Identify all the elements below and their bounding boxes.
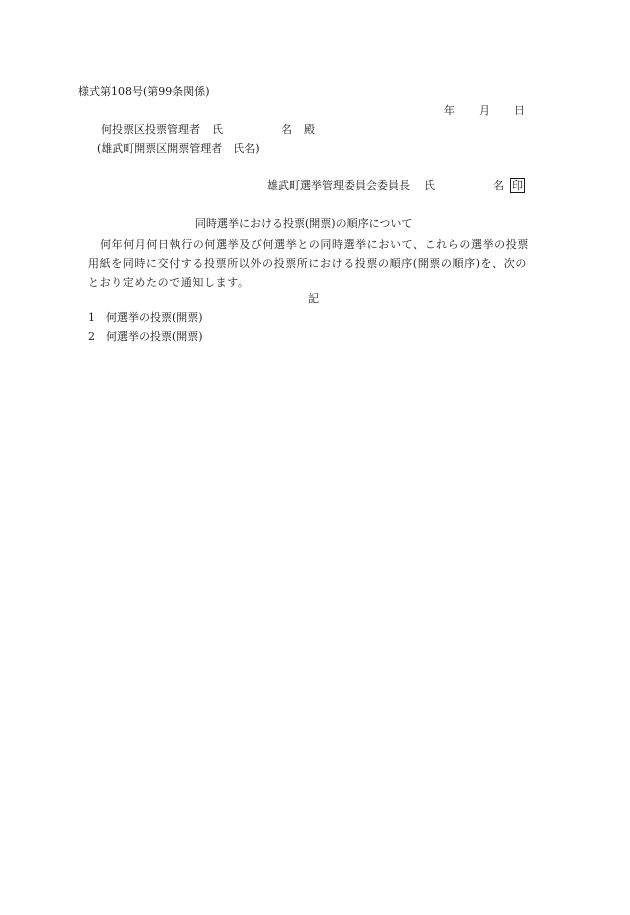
- sender-title: 雄武町選挙管理委員会委員長: [267, 179, 410, 192]
- body-paragraph: 何年何月何日執行の何選挙及び何選挙との同時選挙において、これらの選挙の投票用紙を同時に交付する投票所以外の投票所における投票の順序(開票の順序)を、次のとおり定めたので通知します。: [88, 238, 529, 289]
- addressee-mei: 名: [281, 123, 292, 136]
- sender-shi: 氏: [424, 179, 435, 192]
- sender-line: [267, 178, 525, 194]
- list-item: [88, 329, 203, 345]
- ki-heading: 記: [308, 292, 319, 305]
- item-text: 何選挙の投票(開票): [106, 330, 203, 343]
- date-month: 月: [479, 104, 490, 117]
- item-number: 2: [88, 330, 95, 343]
- date-year: 年: [444, 104, 455, 117]
- date-day: 日: [514, 104, 525, 117]
- sender-mei: 名: [493, 179, 504, 192]
- addressee-title: 何投票区投票管理者: [101, 123, 200, 136]
- addressee-alt: (雄武町開票区開票管理者 氏名): [97, 142, 260, 155]
- seal-mark: 印: [512, 179, 523, 192]
- addressee-honorific: 殿: [304, 123, 315, 136]
- date-line: [444, 103, 525, 119]
- subject-title: 同時選挙における投票(開票)の順序について: [195, 217, 413, 230]
- item-number: 1: [88, 311, 95, 324]
- form-number: 様式第108号(第99条関係): [78, 85, 210, 98]
- item-text: 何選挙の投票(開票): [106, 311, 203, 324]
- list-item: [88, 310, 203, 326]
- addressee-shi: 氏: [212, 123, 223, 136]
- addressee-line: [101, 122, 315, 138]
